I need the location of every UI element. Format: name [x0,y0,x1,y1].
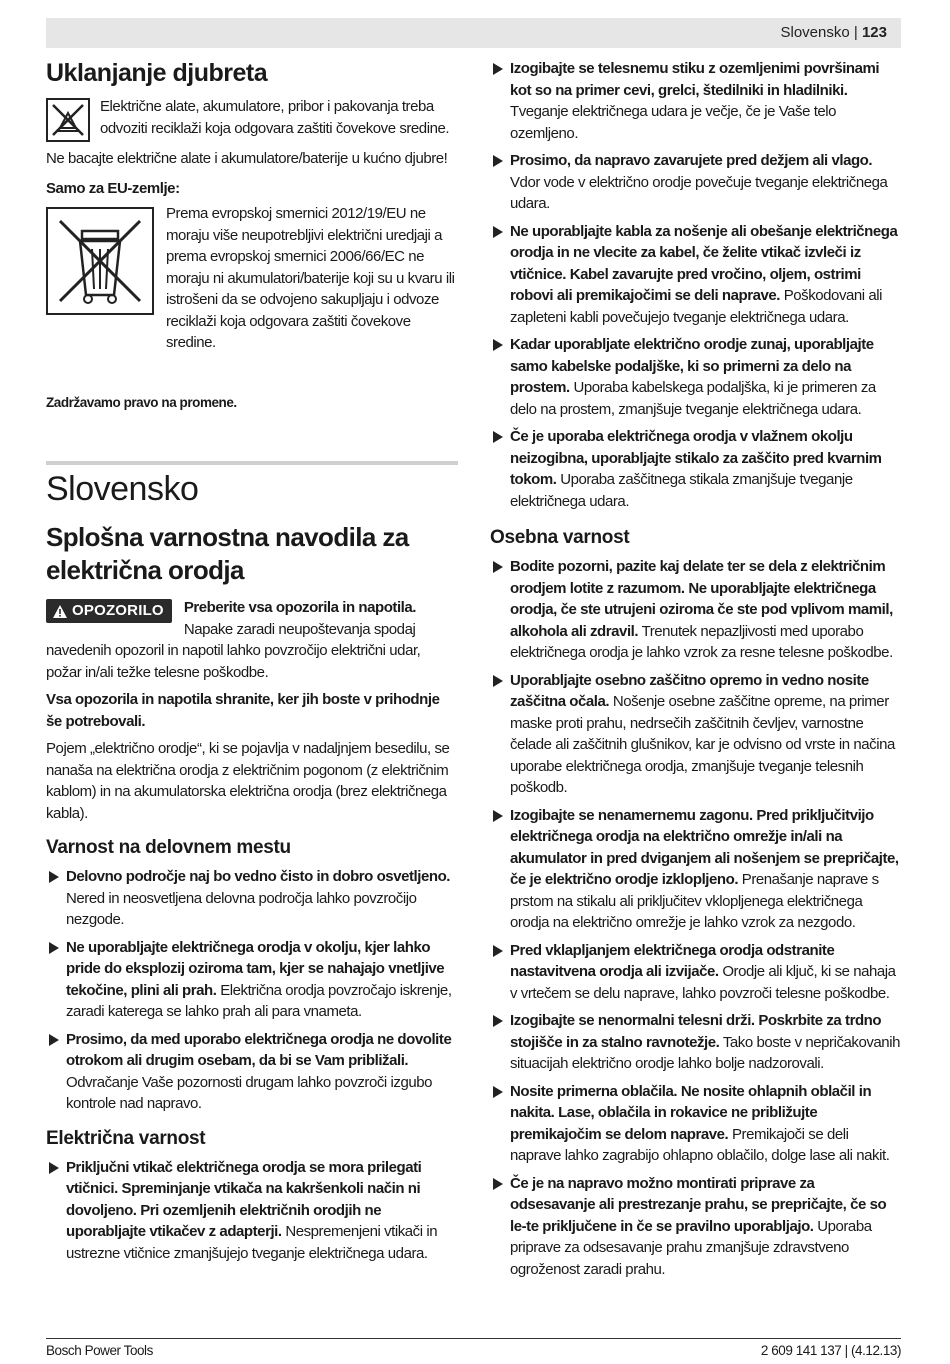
item-bold: Delovno področje naj bo vedno čisto in dobro osvetljeno. [66,868,451,885]
bullet-arrow-icon [493,1015,503,1027]
item-bold: Prosimo, da med uporabo električnega orodja ne dovolite otrokom ali drugim osebam, da bi se Vam približali. [66,1030,452,1069]
item-bold: Priključni vtikač električnega orodja se mora prilegati vtičnici. Spreminjanje vtikača na kakršenkoli način ni dovoljeno. Pri ozemljenih električnih orodjih ne uporabljajte vtikačev z adapterji. [66,1158,422,1240]
personal-list [490,556,902,1280]
list-item [490,221,902,329]
bullet-arrow-icon [493,675,503,687]
item-text: Uporaba priprave za odsesavanje prahu zmanjšuje zdravstveno ogroženost zaradi prahu. [510,1217,872,1278]
main-title: Splošna varnostna navodila za električna orodja [46,522,409,585]
electrical-list-left [46,1157,458,1265]
list-item [490,58,902,144]
item-bold: Prosimo, da napravo zavarujete pred dežjem ali vlago. [510,152,873,169]
warning-text: Napake zaradi neupoštevanja spodaj navedenih opozoril in napotil lahko povzročijo električni udar, požar in/ali težke telesne poškodbe. [46,620,421,681]
item-text: Nošenje osebne zaščitne opreme, na primer maske proti prahu, nedrsečih zaščitnih čevljev, varnostne čelade ali zaščitnih glušnikov, kar je odvisno od vrste in načina uporabe električnega orodja, zmanjšuje tveganje telesnih poškodb. [510,693,895,796]
bullet-arrow-icon [49,1034,59,1046]
item-text: Orodje ali ključ, ki se nahaja v vrtečem se delu naprave, lahko povzroči telesne poškodbe. [510,963,896,1002]
list-item [490,556,902,664]
bullet-arrow-icon [493,561,503,573]
item-text: Električna orodja povzročajo iskrenje, zaradi katerega se lahko prah ali para vnameta. [66,981,452,1020]
bullet-arrow-icon [493,431,503,443]
disposal-row [46,96,458,142]
term-definition: Pojem „električno orodje“, ki se pojavlja v nadaljnjem besedilu, se nanaša na električna orodja z električnim pogonom (z električnim kablom) in na akumulatorska električna orodja (brez električnega kabla). [46,740,450,822]
page-number: 123 [861,24,887,41]
keep-instructions: Vsa opozorila in napotila shranite, ker jih boste v prihodnje še potrebovali. [46,691,440,730]
electrical-list-right [490,58,902,512]
item-text: Nespremenjeni vtikači in ustrezne vtičnice zmanjšujejo tveganje električnega udara. [66,1223,438,1262]
item-text: Nered in neosvetljena delovna področja lahko povzročijo nezgode. [66,889,417,928]
footer-brand: Bosch Power Tools [46,1343,153,1358]
list-item [490,805,902,934]
bullet-arrow-icon [493,810,503,822]
item-text: Uporaba kabelskega podaljška, ki je primeren za delo na prostem, zmanjšuje tveganje električnega udara. [510,379,876,418]
item-text: Uporaba zaščitnega stikala zmanjšuje tveganje električnega udara. [510,471,853,510]
bullet-arrow-icon [49,942,59,954]
bullet-arrow-icon [493,339,503,351]
rights-reserved: Zadržavamo pravo na promene. [46,394,237,410]
electrical-title: Električna varnost [46,1127,206,1149]
item-text: Prenašanje naprave s prstom na stikalu ali priključitev vklopljenega električnega orodja na električno omrežje je lahko vzrok za nezgodo. [510,871,879,931]
footer-doc-ref: 2 609 141 137 | (4.12.13) [760,1343,901,1358]
right-column [490,58,902,1286]
bullet-arrow-icon [49,1162,59,1174]
item-bold: Pred vklapljanjem električnega orodja odstranite nastavitvena orodja ali izvijače. [510,941,835,980]
warning-block [46,597,458,683]
item-bold: Če je na napravo možno montirati priprave za odsesavanje ali prestrezanje prahu, se prepričajte, če so le-te priključene in če se pravilno uporabljajo. [510,1174,887,1235]
item-bold: Ne uporabljajte električnega orodja v okolju, kjer lahko pride do eksplozij oziroma tam, kjer se nahajajo vnetljive tekočine, plini ali prah. [66,938,445,999]
list-item [490,1173,902,1281]
item-text: Vdor vode v električno orodje povečuje tveganje električnega udara. [510,173,888,212]
footer-rule [46,1338,901,1339]
list-item [490,1081,902,1167]
bullet-arrow-icon [493,1178,503,1190]
item-bold: Izogibajte se nenormalni telesni drži. Poskrbite za trdno stojišče in za stalno ravnotežje. [510,1012,882,1051]
disposal-text: Električne alate, akumulatore, pribor i pakovanja treba odvoziti reciklaži koja odgovara zaštiti čovekove sredine. [100,98,450,137]
list-item [46,1029,458,1115]
item-text: Premikajoči se deli naprave lahko zagrabijo ohlapno oblačilo, dolge lase ali nakit. [510,1125,890,1164]
list-item [490,334,902,420]
warning-bold: Preberite vsa opozorila in napotila. [183,599,417,616]
bullet-arrow-icon [49,871,59,883]
language-title: Slovensko [46,470,199,508]
list-item [490,426,902,512]
workplace-list [46,866,458,1115]
item-bold: Izogibajte se nenamernemu zagonu. Pred priključitvijo električnega orodja na električno omrežje in/ali na akumulator in pred dviganjem ali nošenjem se prepričajte, če je električno orodje izklopljeno. [510,806,899,888]
item-bold: Izogibajte se telesnemu stiku z ozemljenimi površinami kot so na primer cevi, grelci, štedilniki in hladilniki. [510,60,880,99]
list-item [490,940,902,1005]
list-item [490,150,902,215]
disposal-title: Uklanjanje djubreta [46,59,268,87]
eu-only-label: Samo za EU-zemlje: [46,179,180,197]
crossed-bin-icon [46,207,154,315]
list-item [46,866,458,931]
bullet-arrow-icon [493,945,503,957]
list-item [490,670,902,799]
no-household-text: Ne bacajte električne alate i akumulatore/baterije u kućno djubre! [46,150,448,167]
left-column [46,58,458,1270]
personal-safety-title: Osebna varnost [490,527,630,548]
warning-badge-label: OPOZORILO [72,602,164,620]
page-header-bar [46,18,901,48]
item-bold: Bodite pozorni, pazite kaj delate ter se dela z električnim orodjem lotite z razumom. Ne uporabljajte električnega orodja, če ste utrujeni oziroma če ste pod vplivom mamil, alkohola ali zdravil. [510,558,893,640]
list-item [46,937,458,1023]
recycle-symbol-icon [46,98,90,142]
running-header [781,24,888,41]
item-bold: Nosite primerna oblačila. Ne nosite ohlapnih oblačil in nakita. Lase, oblačila in rokavice ne približujte premikajočim se delom naprave. [510,1082,872,1143]
eu-directive-text: Prema evropskoj smernici 2012/19/EU ne moraju više neupotrebljivi električni uredjaji a prema evropskoj smernici 2006/66/EC ne moraju ni akumulatori/baterije koji su u kvaru ili istrošeni da se odvojeno sakupljaju i odvoze reciklaži koja odgovara zaštiti čovekove sredine. [166,205,455,351]
item-text: Tveganje električnega udara je večje, če je Vaše telo ozemljeno. [510,103,837,142]
item-bold: Kadar uporabljate električno orodje zunaj, uporabljajte samo kabelske podaljške, ki so primerni za delo na prostem. [510,336,874,396]
warning-badge [46,599,172,623]
item-bold: Uporabljajte osebno zaščitno opremo in vedno nosite zaščitna očala. [510,671,869,710]
workplace-title: Varnost na delovnem mestu [46,837,291,858]
item-text: Odvračanje Vaše pozornosti drugam lahko povzroči izgubo kontrole nad napravo. [66,1073,433,1112]
warning-triangle-icon [52,604,68,619]
list-item [46,1157,458,1265]
section-divider [46,461,458,465]
header-language: Slovensko [780,24,850,41]
item-text: Tako boste v nepričakovanih situacijah električno orodje lahko bolje nadzorovali. [510,1033,900,1072]
bullet-arrow-icon [493,226,503,238]
eu-row [46,203,458,354]
item-bold: Če je uporaba električnega orodja v vlažnem okolju neizogibna, uporabljajte stikalo za zaščito pred kvarnim tokom. [510,428,882,488]
bullet-arrow-icon [493,63,503,75]
bullet-arrow-icon [493,1086,503,1098]
bullet-arrow-icon [493,155,503,167]
header-separator: | [853,24,858,41]
item-text: Trenutek nepazljivosti med uporabo električnega orodja je lahko vzrok za resne telesne poškodbe. [510,622,893,661]
item-text: Poškodovani ali zapleteni kabli povečujejo tveganje električnega udara. [510,287,883,326]
list-item [490,1010,902,1075]
item-bold: Ne uporabljajte kabla za nošenje ali obešanje električnega orodja in ne vlecite za kabel, če želite vtikač izvleči iz vtičnice. Kabel zavarujte pred vročino, oljem, ostrimi robovi ali premikajočimi se deli naprave. [510,222,898,304]
